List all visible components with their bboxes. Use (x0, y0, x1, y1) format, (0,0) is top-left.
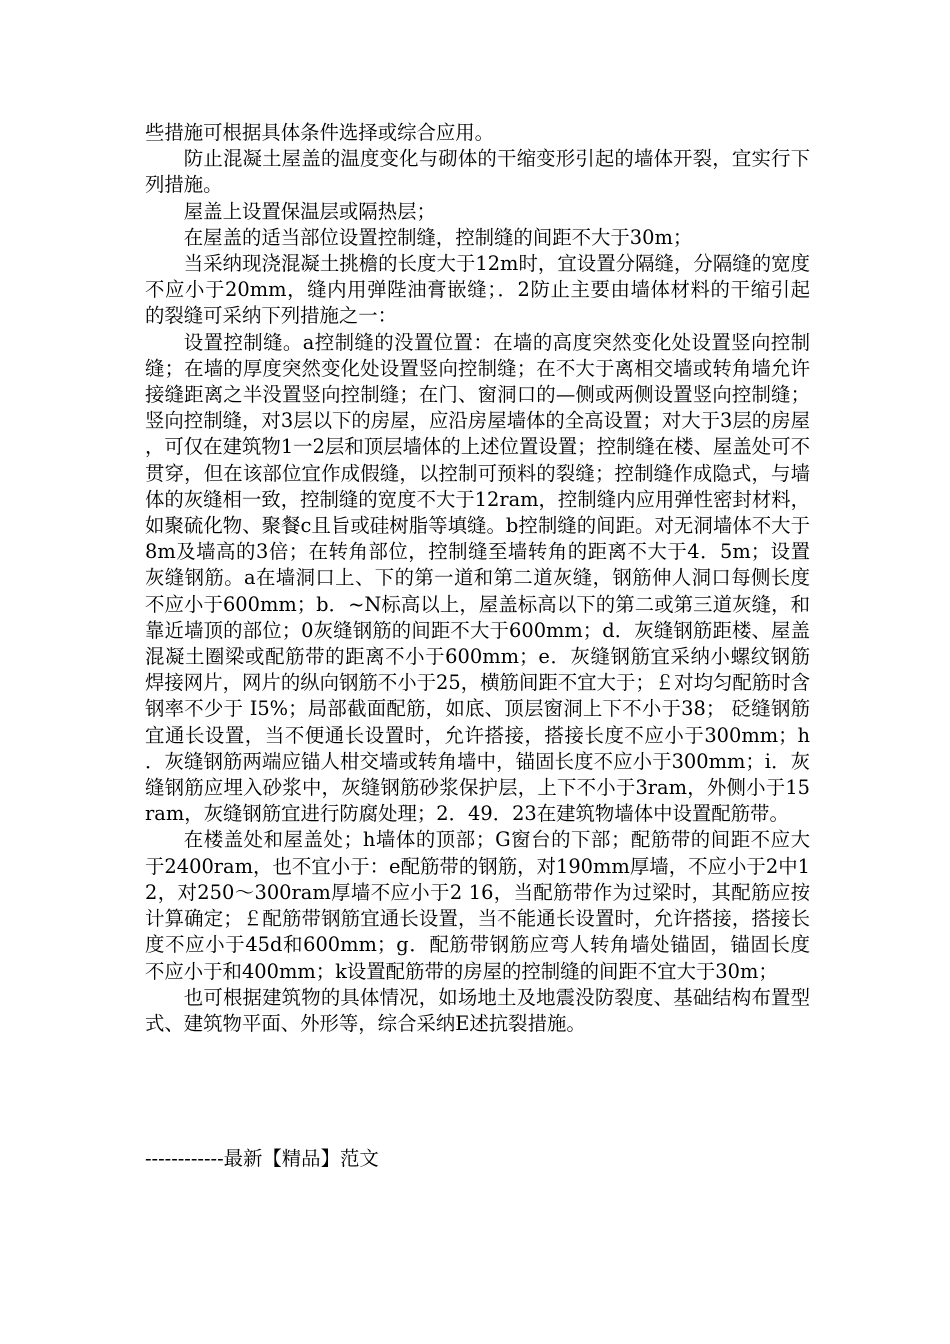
paragraph-control-joint-spacing: 在屋盖的适当部位设置控制缝，控制缝的间距不大于30m； (183, 225, 693, 249)
paragraph-reinforcement-band: 在楼盖处和屋盖处；h墙体的顶部；G窗台的下部；配筋带的间距不应大于2400ram，也不宜小于：e配筋带的钢筋，对190mm厚墙，不应小于2中12，对250～300ram厚墙不应小于2 16，当配筋带作为过梁时，其配筋应按计算确定；￡配筋带钢筋宜通长设置，当不能通长设置时，允许搭接，搭接长度不应小于45d和600mm；g．配筋带钢筋应弯人转角墙处锚固，锚固长度不应小于和400mm；k设置配筋带的房屋的控制缝的间距不宜大于30m； (145, 828, 810, 983)
paragraph-continuation: 些措施可根据具体条件选择或综合应用。 (145, 121, 495, 144)
paragraph-eaves-separation-joint: 当采纳现浇混凝土挑檐的长度大于12m时，宜设置分隔缝，分隔缝的宽度不应小于20mm，缝内用弹陛油膏嵌缝；．2防止主要由墙体材料的干缩引起的裂缝可采纳下列措施之一： (145, 252, 810, 328)
paragraph-conclusion: 也可根据建筑物的具体情况，如场地土及地震没防裂度、基础结构布置型式、建筑物平面、外形等，综合采纳E述抗裂措施。 (145, 985, 810, 1035)
footer-label: ------------最新【精品】范文 (145, 1147, 379, 1170)
paragraph-insulation-layer: 屋盖上设置保温层或隔热层； (183, 199, 436, 223)
paragraph-control-joint-details: 设置控制缝。a控制缝的没置位置：在墙的高度突然变化处设置竖向控制缝；在墙的厚度突然变化处设置竖向控制缝；在不大于离相交墙或转角墙允许接缝距离之半没置竖向控制缝；在门、窗洞口的—侧或两侧设置竖向控制缝；竖向控制缝，对3层以下的房屋，应沿房屋墙体的全高设置；对大于3层的房屋，可仅在建筑物1一2层和顶层墙体的上述位置设置；控制缝在楼、屋盖处可不贯穿，但在该部位宜作成假缝，以控制可预料的裂缝；控制缝作成隐式，与墙体的灰缝相一致，控制缝的宽度不大于12ram，控制缝内应用弹性密封材料，如聚硫化物、聚餐c且旨或硅树脂等填缝。b控制缝的间距。对无洞墙体不大于8m及墙高的3倍；在转角部位，控制缝至墙转角的距离不大于4．5m；设置灰缝钢筋。a在墙洞口上、下的第一道和第二道灰缝，钢筋伸人洞口每侧长度不应小于600mm；b．~N标高以上，屋盖标高以下的第二或第三道灰缝，和靠近墙顶的部位；0灰缝钢筋的间距不大于600mm；d．灰缝钢筋距楼、屋盖混凝土圈梁或配筋带的距离不小于600mm；e．灰缝钢筋宜采纳小螺纹钢筋焊接网片，网片的纵向钢筋不小于25，横筋间距不宜大于；￡对均匀配筋时含钢率不少于 I5%；局部截面配筋，如底、顶层窗洞上下不小于38； 砭缝钢筋宜通长设置，当不便通长设置时，允许搭接，搭接长度不应小于300mm；h．灰缝钢筋两端应锚人柑交墙或转角墙中，锚固长度不应小于300mm；i．灰缝钢筋应埋入砂浆中，灰缝钢筋砂浆保护层，上下不小于3ram，外侧小于15ram，灰缝钢筋宜进行防腐处理；2．49．23在建筑物墙体中设置配筋带。 (145, 330, 810, 826)
document-body (145, 120, 810, 1037)
paragraph-roof-cracking-intro: 防止混凝土屋盖的温度变化与砌体的干缩变形引起的墙体开裂，宜实行下列措施。 (145, 147, 810, 197)
